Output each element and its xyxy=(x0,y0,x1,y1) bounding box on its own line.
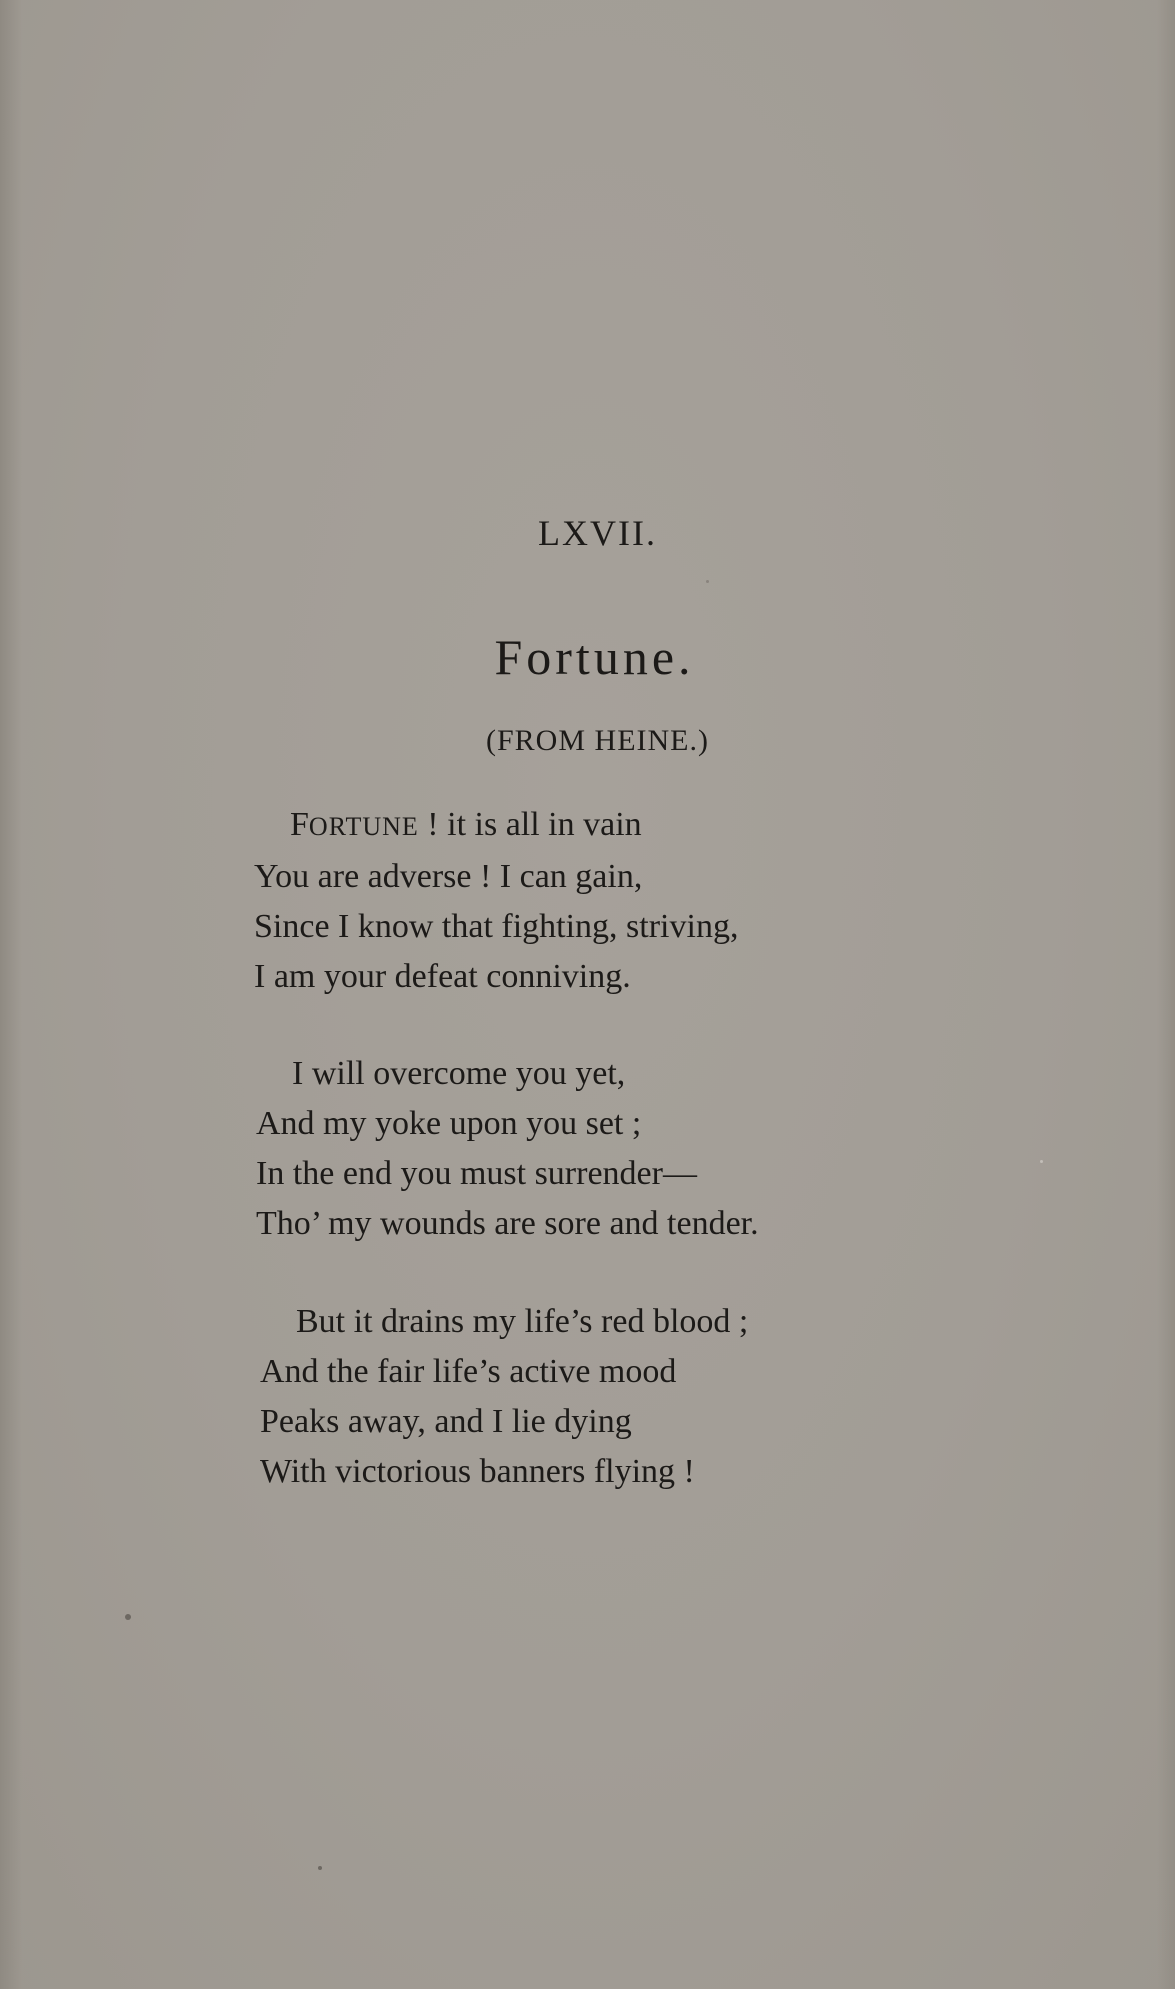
poem-line: And my yoke upon you set ; xyxy=(256,1105,642,1142)
poem-title: Fortune. xyxy=(494,629,695,685)
page-right-edge-shadow xyxy=(1157,0,1175,1989)
drop-word-initial: F xyxy=(290,806,309,843)
stanza-1 xyxy=(254,800,954,1002)
stanza-2 xyxy=(256,1049,956,1249)
paper-speck xyxy=(318,1866,322,1870)
poem-line: With victorious banners flying ! xyxy=(260,1453,695,1490)
page-left-edge-shadow xyxy=(0,0,22,1989)
poem-number: LXVII. xyxy=(538,513,657,553)
stanza-3 xyxy=(260,1297,960,1497)
poem-line: Since I know that fighting, striving, xyxy=(254,908,739,945)
drop-word-small-caps: ORTUNE xyxy=(308,812,419,841)
paper-speck xyxy=(706,580,709,583)
poem-line: Peaks away, and I lie dying xyxy=(260,1403,632,1440)
poem-line: And the fair life’s active mood xyxy=(260,1353,677,1390)
poem-line: In the end you must surrender— xyxy=(256,1155,697,1192)
poem-line: I will overcome you yet, xyxy=(292,1055,626,1092)
poem-line: Tho’ my wounds are sore and tender. xyxy=(256,1205,759,1242)
paper-speck xyxy=(125,1614,131,1620)
poem-line-text: ! it is all in vain xyxy=(418,806,642,843)
poem-line: You are adverse ! I can gain, xyxy=(254,858,643,895)
poem-line xyxy=(254,800,954,852)
paper-speck xyxy=(1040,1160,1043,1163)
poem-subtitle: (FROM HEINE.) xyxy=(486,724,709,757)
poem-line: But it drains my life’s red blood ; xyxy=(296,1303,749,1340)
poem-line: I am your defeat conniving. xyxy=(254,958,631,995)
